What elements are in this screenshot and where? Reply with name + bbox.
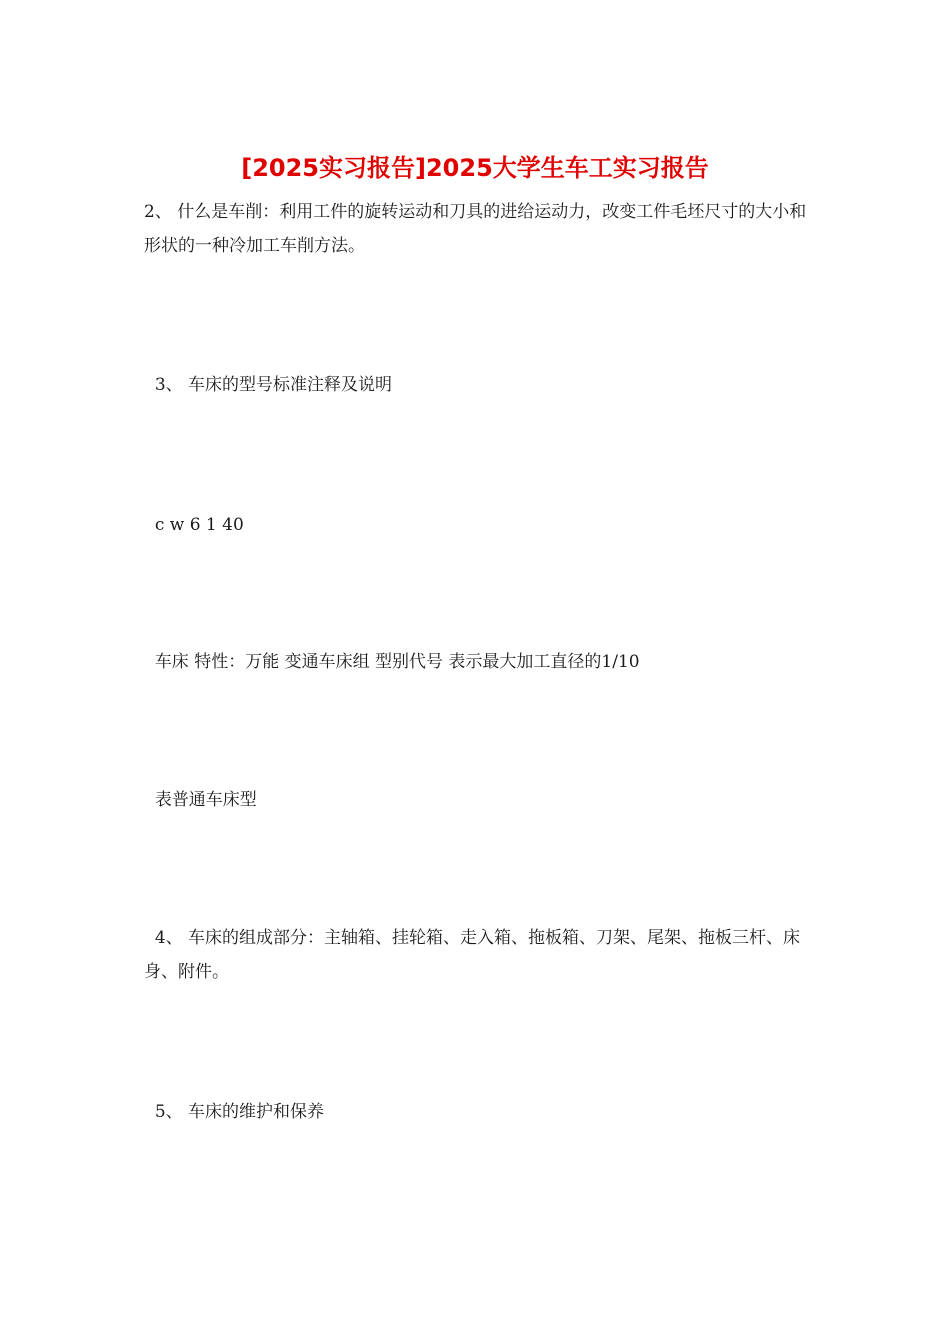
paragraph-lathe-model: 3、 车床的型号标准注释及说明 (144, 375, 393, 395)
paragraph-lathe-components: 4、 车床的组成部分：主轴箱、挂轮箱、走入箱、拖板箱、刀架、尾架、拖板三杆、床身、附件。 (144, 928, 801, 982)
document-title: [2025实习报告]2025大学生车工实习报告 (241, 154, 709, 182)
paragraph-turning-definition: 2、 什么是车削：利用工件的旋转运动和刀具的进给运动力，改变工件毛坯尺寸的大小和形状的一种冷加工车削方法。 (144, 202, 807, 256)
paragraph-lathe-type: 表普通车床型 (144, 790, 257, 810)
paragraph-model-explanation: 车床 特性：万能 变通车床组 型别代号 表示最大加工直径的1/10 (144, 652, 640, 672)
paragraph-maintenance: 5、 车床的维护和保养 (144, 1102, 325, 1122)
paragraph-model-code: c w 6 1 40 (144, 515, 244, 535)
